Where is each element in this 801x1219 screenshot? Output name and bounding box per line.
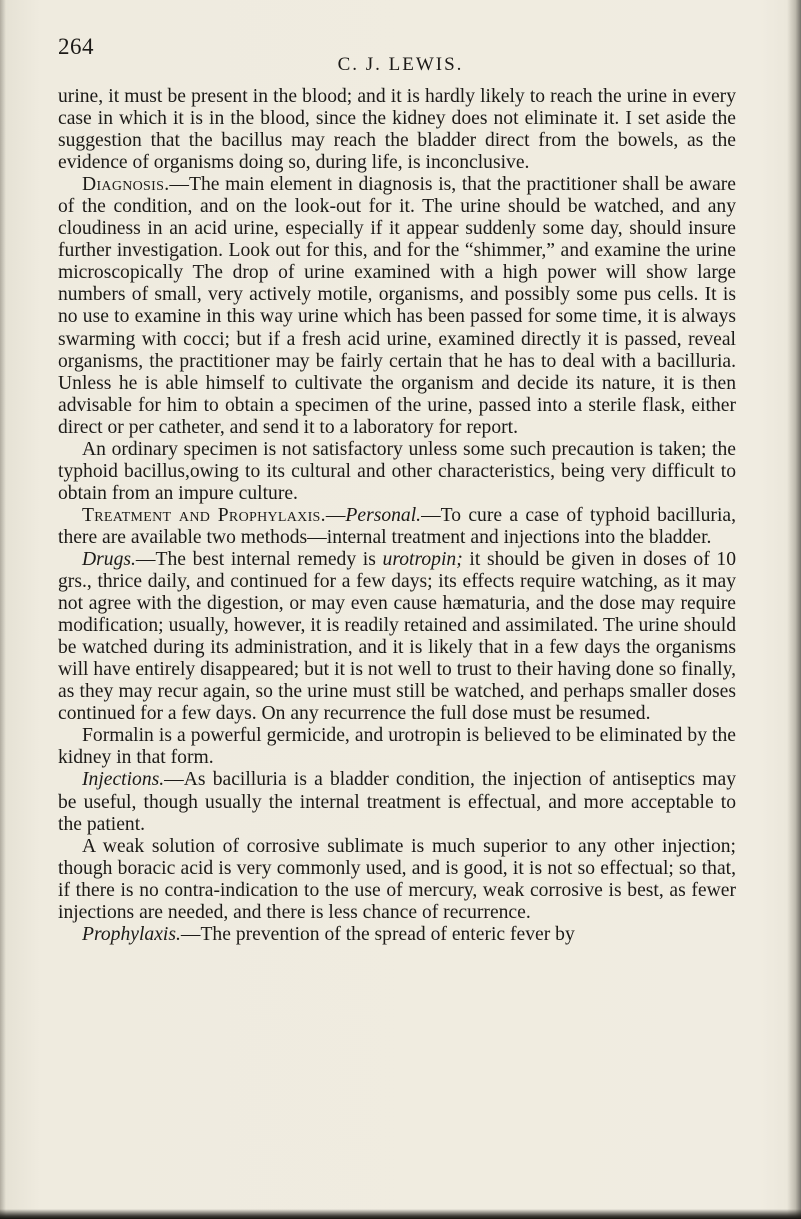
section-heading-treatment: Treatment and Prophylaxis. (82, 504, 326, 526)
page-left-edge-shadow (0, 0, 6, 1219)
paragraph-specimen (58, 439, 736, 505)
paragraph-text-continued: it should be given in doses of 10 grs., thrice daily, and continued for a few days; its effects require watching, as it may not agree with the digestion, or may even cause hæmaturia, and the dose may require modification; usually, however, it is readily retained and assimilated. The urine should be watched during its administration, and it is likely that in a few days the organisms will have entirely disappeared; but it is not well to trust to their having done so finally, as they may recur again, so the urine must still be watched, and perhaps smaller doses continued for a few days. On any recurrence the full dose must be resumed. (58, 548, 736, 725)
paragraph-text: —The main element in diagnosis is, that the practitioner shall be aware of the condition, and on the look-out for it. The urine should be watched, and any cloudiness in an acid urine, especially if it appear suddenly some day, should insure further investigation. Look out for this, and for the “shimmer,” and examine the urine microscopically The drop of urine examined with a high power will show large numbers of small, very actively motile, organisms, and possibly some pus cells. It is no use to examine in this way urine which has been passed for some time, it is always swarming with cocci; but if a fresh acid urine, examined directly it is passed, reveal organisms, the practitioner may be fairly certain that he has to deal with a bacilluria. Unless he is able himself to cultivate the organism and decide its nature, it is then advisable for him to obtain a specimen of the urine, passed into a sterile flask, either direct or per catheter, and send it to a laboratory for report. (58, 174, 736, 438)
paragraph-continuation (58, 86, 736, 174)
page-bottom-edge (0, 1209, 801, 1219)
heading-dash: — (325, 504, 346, 526)
page-number: 264 (58, 34, 94, 59)
paragraph-injections (58, 769, 736, 835)
emphasis-urotropin: urotropin; (382, 548, 463, 570)
paragraph-text: An ordinary specimen is not satisfactory unless some such precaution is taken; the typhoid bacillus,owing to its cultural and other characteristics, being very difficult to obtain from an impure culture. (58, 438, 736, 504)
paragraph-formalin (58, 725, 736, 769)
body-text (58, 86, 736, 946)
paragraph-text: —To cure a case of typhoid bacilluria, there are available two methods—internal treatment and injections into the bladder. (58, 504, 736, 548)
paragraph-text: —As bacilluria is a bladder condition, the injection of antiseptics may be useful, though usually the internal treatment is effectual, and more acceptable to the patient. (58, 769, 736, 835)
paragraph-text: —The best internal remedy is (135, 548, 383, 570)
subheading-personal: Personal. (345, 504, 422, 526)
paragraph-prophylaxis (58, 924, 736, 946)
page-right-edge-shadow (787, 0, 801, 1219)
paragraph-treatment (58, 505, 736, 549)
paragraph-drugs (58, 549, 736, 725)
paragraph-text: —The prevention of the spread of enteric fever by (180, 923, 575, 945)
paragraph-text: A weak solution of corrosive sublimate is much superior to any other injection; though boracic acid is very commonly used, and is good, it is not so effectual; so that, if there is no contra-indication to the use of mercury, weak corrosive is best, as fewer injections are needed, and there is less chance of recurrence. (58, 835, 736, 923)
paragraph-diagnosis (58, 174, 736, 439)
paragraph-text: Formalin is a powerful germicide, and urotropin is believed to be eliminated by the kidney in that form. (58, 725, 736, 769)
paragraph-text: urine, it must be present in the blood; and it is hardly likely to reach the urine in every case in which it is in the blood, since the kidney does not eliminate it. I set aside the suggestion that the bacillus may reach the bladder direct from the bowels, as the evidence of organisms doing so, during life, is inconclusive. (58, 86, 736, 174)
section-heading-diagnosis: Diagnosis. (82, 174, 170, 196)
running-head: C. J. LEWIS. (337, 54, 464, 75)
page-header (0, 0, 801, 90)
subheading-injections: Injections. (82, 769, 165, 791)
subheading-prophylaxis: Prophylaxis. (82, 923, 181, 945)
subheading-drugs: Drugs. (82, 548, 136, 570)
paragraph-sublimate (58, 836, 736, 924)
